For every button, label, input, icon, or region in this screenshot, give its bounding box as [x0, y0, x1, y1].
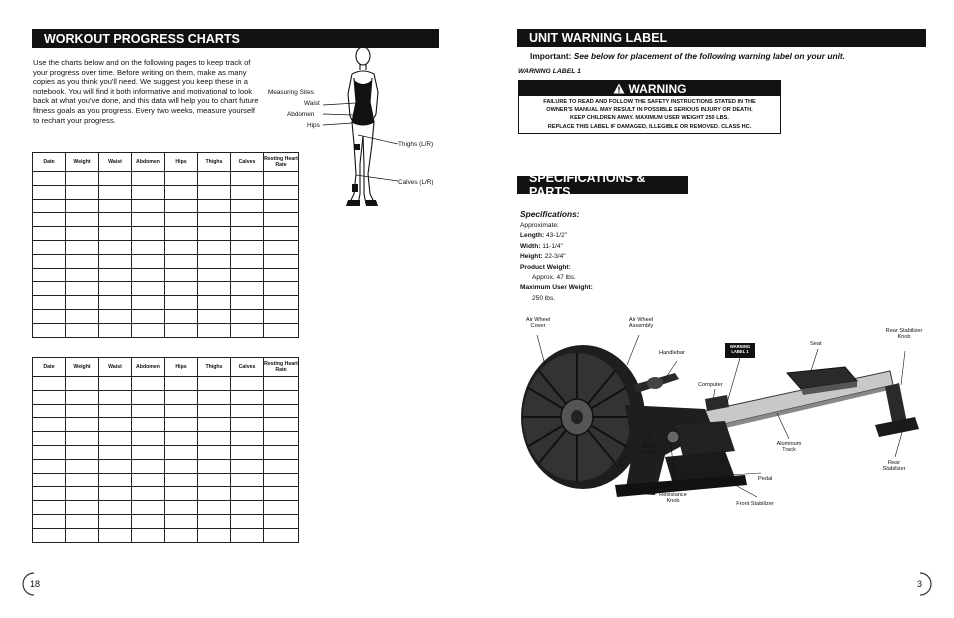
table-cell — [33, 213, 66, 227]
table-2-body — [33, 377, 299, 543]
table-row — [33, 473, 299, 487]
table-row — [33, 432, 299, 446]
warning-line: REPLACE THIS LABEL IF DAMAGED, ILLEGIBLE OR REMOVED. CLASS HC. — [547, 123, 752, 130]
spec-product-weight-value: Approx. 47 lbs. — [532, 274, 576, 282]
warning-text — [519, 96, 780, 133]
table-cell — [231, 459, 264, 473]
table-cell — [33, 199, 66, 213]
table-cell — [198, 172, 231, 186]
spec-height-label: Height: — [520, 253, 543, 261]
warning-label-tag: WARNING LABEL 1 — [729, 344, 751, 354]
important-note — [530, 51, 845, 61]
table-row — [33, 445, 299, 459]
table-cell — [198, 213, 231, 227]
table-cell — [264, 240, 299, 254]
label-measuring-sites: Measuring Sites — [268, 89, 314, 96]
table-row — [33, 501, 299, 515]
table-cell — [33, 487, 66, 501]
table-cell — [264, 514, 299, 528]
table-cell — [231, 404, 264, 418]
col-weight: Weight — [66, 153, 99, 172]
warning-heading: WARNING — [628, 81, 687, 96]
table-cell — [198, 282, 231, 296]
table-cell — [198, 268, 231, 282]
table-cell — [198, 528, 231, 542]
col-weight: Weight — [66, 358, 99, 377]
table-cell — [33, 309, 66, 323]
table-cell — [33, 445, 66, 459]
table-cell — [264, 528, 299, 542]
table-cell — [132, 282, 165, 296]
table-cell — [99, 528, 132, 542]
table-row — [33, 199, 299, 213]
table-cell — [231, 199, 264, 213]
spec-product-weight-label-text: Product Weight: — [520, 263, 571, 271]
table-cell — [132, 199, 165, 213]
table-cell — [231, 418, 264, 432]
table-cell — [66, 459, 99, 473]
table-row — [33, 254, 299, 268]
table-row — [33, 268, 299, 282]
part-computer: Computer — [698, 382, 723, 388]
specs-parts-title — [517, 171, 688, 199]
table-cell — [165, 199, 198, 213]
table-cell — [99, 227, 132, 241]
table-cell — [198, 185, 231, 199]
col-waist: Waist — [99, 153, 132, 172]
table-cell — [165, 377, 198, 391]
col-date: Date — [33, 153, 66, 172]
table-cell — [198, 296, 231, 310]
table-row — [33, 390, 299, 404]
intro-paragraph: Use the charts below and on the following pages to keep track of your progress over time. Before writing on them, make as many copies as you think you'll need. We suggest you keep these in a notebook. You will find it both informative and motivational to look back at what you've done, and this data will help you to chart future fitness goals as you progress. Every two weeks, measure yourself to rechart your progress. — [33, 58, 259, 125]
table-cell — [231, 309, 264, 323]
warning-line: KEEP CHILDREN AWAY. MAXIMUM USER WEIGHT 250 LBS. — [570, 115, 729, 122]
table-cell — [231, 254, 264, 268]
table-cell — [198, 390, 231, 404]
table-cell — [231, 487, 264, 501]
table-cell — [132, 501, 165, 515]
table-cell — [165, 528, 198, 542]
warning-triangle-icon — [613, 83, 625, 94]
table-cell — [231, 185, 264, 199]
label-hips: Hips — [307, 122, 320, 129]
table-cell — [99, 487, 132, 501]
table-cell — [99, 377, 132, 391]
table-cell — [198, 254, 231, 268]
table-cell — [132, 418, 165, 432]
table-cell — [264, 323, 299, 337]
table-cell — [33, 377, 66, 391]
part-aluminum-track: Aluminum Track — [776, 441, 802, 454]
table-cell — [198, 377, 231, 391]
table-cell — [198, 418, 231, 432]
table-cell — [99, 432, 132, 446]
table-cell — [231, 172, 264, 186]
table-cell — [99, 172, 132, 186]
label-waist: Waist — [304, 100, 320, 107]
table-cell — [264, 309, 299, 323]
part-main-frame: Main Frame — [640, 444, 658, 457]
warning-line: OWNER'S MANUAL MAY RESULT IN POSSIBLE SERIOUS INJURY OR DEATH. — [546, 107, 753, 114]
table-cell — [99, 459, 132, 473]
table-cell — [231, 390, 264, 404]
table-cell — [264, 473, 299, 487]
table-cell — [165, 501, 198, 515]
table-cell — [33, 323, 66, 337]
table-cell — [33, 227, 66, 241]
table-cell — [198, 487, 231, 501]
table-cell — [132, 172, 165, 186]
table-cell — [165, 487, 198, 501]
part-air-wheel-assembly: Air Wheel Assembly — [628, 317, 654, 330]
table-cell — [231, 227, 264, 241]
table-cell — [264, 377, 299, 391]
col-resting-heart-rate: Resting Heart Rate — [264, 358, 299, 377]
table-cell — [198, 309, 231, 323]
table-cell — [66, 254, 99, 268]
table-row — [33, 172, 299, 186]
table-cell — [33, 240, 66, 254]
table-row — [33, 213, 299, 227]
progress-table-2 — [32, 357, 299, 543]
table-cell — [33, 501, 66, 515]
table-cell — [99, 514, 132, 528]
table-cell — [264, 501, 299, 515]
table-cell — [165, 473, 198, 487]
table-row — [33, 309, 299, 323]
spec-max-user-label-text: Maximum User Weight: — [520, 284, 593, 292]
spec-max-user-value: 250 lbs. — [532, 294, 556, 302]
table-cell — [198, 199, 231, 213]
table-cell — [165, 432, 198, 446]
table-cell — [66, 213, 99, 227]
col-resting-heart-rate: Resting Heart Rate — [264, 153, 299, 172]
table-cell — [231, 514, 264, 528]
col-date: Date — [33, 358, 66, 377]
table-cell — [33, 432, 66, 446]
table-cell — [33, 459, 66, 473]
table-cell — [165, 172, 198, 186]
page-number-left: 18 — [30, 579, 41, 589]
table-cell — [132, 487, 165, 501]
warning-label-box — [518, 80, 781, 134]
table-cell — [264, 254, 299, 268]
table-cell — [165, 240, 198, 254]
col-abdomen: Abdomen — [132, 358, 165, 377]
table-cell — [264, 418, 299, 432]
table-cell — [198, 445, 231, 459]
table-cell — [264, 172, 299, 186]
table-cell — [33, 282, 66, 296]
table-cell — [33, 296, 66, 310]
table-cell — [264, 432, 299, 446]
table-row — [33, 459, 299, 473]
table-cell — [66, 404, 99, 418]
table-cell — [132, 445, 165, 459]
col-hips: Hips — [165, 153, 198, 172]
table-cell — [231, 240, 264, 254]
table-cell — [264, 390, 299, 404]
spec-height — [520, 252, 593, 262]
table-cell — [231, 501, 264, 515]
table-cell — [264, 213, 299, 227]
warning-label-caption: WARNING LABEL 1 — [518, 68, 581, 75]
important-text: See below for placement of the following warning label on your unit. — [573, 51, 846, 61]
table-cell — [198, 501, 231, 515]
table-header-row — [33, 358, 299, 377]
spec-approximate: Approximate: — [520, 222, 559, 229]
table-cell — [198, 473, 231, 487]
table-cell — [264, 445, 299, 459]
table-cell — [198, 404, 231, 418]
table-cell — [264, 185, 299, 199]
table-cell — [165, 227, 198, 241]
table-cell — [231, 323, 264, 337]
table-cell — [66, 418, 99, 432]
table-row — [33, 377, 299, 391]
spec-height-value: 22-3/4" — [544, 253, 566, 261]
table-cell — [198, 432, 231, 446]
progress-table-1 — [32, 152, 299, 338]
table-cell — [231, 432, 264, 446]
table-cell — [132, 528, 165, 542]
table-cell — [132, 514, 165, 528]
spec-length-label: Length: — [520, 232, 545, 240]
spec-product-weight-label — [520, 263, 593, 273]
table-cell — [33, 390, 66, 404]
table-cell — [264, 487, 299, 501]
table-row — [33, 227, 299, 241]
table-cell — [198, 514, 231, 528]
unit-warning-title — [517, 29, 926, 47]
table-cell — [198, 323, 231, 337]
table-cell — [66, 268, 99, 282]
table-cell — [165, 309, 198, 323]
specs-list — [520, 221, 593, 304]
spec-width-value: 11-1/4" — [542, 242, 563, 250]
table-cell — [165, 268, 198, 282]
table-cell — [165, 390, 198, 404]
table-cell — [132, 473, 165, 487]
table-cell — [264, 227, 299, 241]
table-cell — [231, 473, 264, 487]
table-cell — [165, 404, 198, 418]
table-cell — [33, 172, 66, 186]
table-row — [33, 185, 299, 199]
part-handlebar: Handlebar — [659, 350, 685, 356]
table-cell — [66, 432, 99, 446]
part-pedal: Pedal — [758, 476, 773, 482]
table-cell — [132, 254, 165, 268]
col-thighs: Thighs — [198, 358, 231, 377]
table-cell — [66, 227, 99, 241]
table-cell — [66, 323, 99, 337]
table-row — [33, 404, 299, 418]
part-front-stabilizer: Front Stabilizer — [736, 501, 774, 507]
table-cell — [66, 296, 99, 310]
table-header-row — [33, 153, 299, 172]
part-seat: Seat — [810, 341, 822, 347]
table-cell — [99, 404, 132, 418]
col-abdomen: Abdomen — [132, 153, 165, 172]
part-resistance-knob: Resistance Knob — [659, 492, 687, 505]
table-cell — [165, 213, 198, 227]
table-cell — [231, 296, 264, 310]
table-cell — [99, 390, 132, 404]
table-cell — [264, 282, 299, 296]
table-cell — [33, 404, 66, 418]
table-cell — [66, 172, 99, 186]
table-cell — [66, 445, 99, 459]
specs-heading: Specifications: — [520, 209, 580, 219]
table-cell — [165, 185, 198, 199]
part-rear-stabilizer-knob: Rear Stabilizer Knob — [885, 328, 923, 341]
table-cell — [231, 213, 264, 227]
spec-length — [520, 231, 593, 241]
table-cell — [132, 390, 165, 404]
table-cell — [99, 254, 132, 268]
part-chain: Chain — [610, 463, 625, 469]
table-cell — [132, 213, 165, 227]
table-cell — [165, 296, 198, 310]
table-cell — [165, 514, 198, 528]
table-cell — [33, 418, 66, 432]
table-cell — [66, 514, 99, 528]
table-cell — [132, 185, 165, 199]
table-row — [33, 528, 299, 542]
table-cell — [99, 240, 132, 254]
table-cell — [132, 309, 165, 323]
table-cell — [99, 418, 132, 432]
col-thighs: Thighs — [198, 153, 231, 172]
workout-progress-title-text: WORKOUT PROGRESS CHARTS — [44, 31, 240, 46]
table-cell — [99, 296, 132, 310]
spec-length-value: 43-1/2" — [546, 232, 568, 240]
spec-width — [520, 242, 593, 252]
page-number-right: 3 — [917, 579, 923, 589]
table-cell — [99, 323, 132, 337]
label-thighs: Thighs (L/R) — [398, 141, 434, 148]
table-cell — [132, 404, 165, 418]
table-cell — [66, 377, 99, 391]
table-cell — [66, 309, 99, 323]
table-row — [33, 296, 299, 310]
important-label: Important: — [530, 51, 572, 61]
table-cell — [132, 227, 165, 241]
table-row — [33, 418, 299, 432]
unit-warning-title-text: UNIT WARNING LABEL — [529, 31, 668, 45]
table-row — [33, 514, 299, 528]
table-cell — [66, 282, 99, 296]
spec-width-label: Width: — [520, 242, 541, 250]
table-row — [33, 240, 299, 254]
table-cell — [231, 282, 264, 296]
table-cell — [264, 199, 299, 213]
table-cell — [33, 185, 66, 199]
table-cell — [33, 528, 66, 542]
table-cell — [66, 240, 99, 254]
table-cell — [132, 459, 165, 473]
table-cell — [132, 323, 165, 337]
table-cell — [165, 418, 198, 432]
warning-line: FAILURE TO READ AND FOLLOW THE SAFETY INSTRUCTIONS STATED IN THE — [543, 99, 756, 105]
table-cell — [165, 459, 198, 473]
table-cell — [231, 528, 264, 542]
table-cell — [99, 185, 132, 199]
label-calves: Calves (L/R) — [398, 179, 434, 186]
warning-header — [519, 81, 780, 96]
table-cell — [66, 487, 99, 501]
table-cell — [165, 323, 198, 337]
part-rear-stabilizer: Rear Stabilizer — [882, 460, 906, 473]
table-cell — [99, 213, 132, 227]
table-cell — [66, 185, 99, 199]
table-cell — [198, 227, 231, 241]
table-row — [33, 487, 299, 501]
table-cell — [66, 199, 99, 213]
table-cell — [231, 445, 264, 459]
table-cell — [132, 377, 165, 391]
table-cell — [264, 404, 299, 418]
table-cell — [33, 514, 66, 528]
table-cell — [99, 199, 132, 213]
table-cell — [264, 459, 299, 473]
table-row — [33, 282, 299, 296]
table-cell — [66, 390, 99, 404]
rowing-machine-illustration — [515, 325, 930, 515]
table-cell — [132, 432, 165, 446]
spec-max-user-label — [520, 283, 593, 293]
table-cell — [165, 282, 198, 296]
table-1-body — [33, 172, 299, 338]
specs-parts-title-text: SPECIFICATIONS & PARTS — [529, 171, 646, 199]
table-cell — [33, 254, 66, 268]
table-cell — [66, 528, 99, 542]
col-hips: Hips — [165, 358, 198, 377]
table-cell — [99, 501, 132, 515]
table-cell — [99, 473, 132, 487]
table-cell — [264, 296, 299, 310]
table-cell — [99, 268, 132, 282]
col-waist: Waist — [99, 358, 132, 377]
part-air-wheel-cover: Air Wheel Cover — [525, 317, 551, 330]
table-cell — [33, 268, 66, 282]
table-cell — [165, 254, 198, 268]
col-calves: Calves — [231, 358, 264, 377]
table-cell — [33, 473, 66, 487]
table-cell — [264, 268, 299, 282]
table-cell — [132, 296, 165, 310]
table-cell — [66, 473, 99, 487]
table-cell — [132, 240, 165, 254]
table-cell — [198, 240, 231, 254]
table-cell — [132, 268, 165, 282]
table-cell — [99, 309, 132, 323]
table-cell — [231, 377, 264, 391]
table-cell — [66, 501, 99, 515]
measurement-leader-lines — [320, 95, 400, 190]
table-cell — [231, 268, 264, 282]
table-row — [33, 323, 299, 337]
col-calves: Calves — [231, 153, 264, 172]
table-cell — [99, 445, 132, 459]
table-cell — [165, 445, 198, 459]
table-cell — [198, 459, 231, 473]
table-cell — [99, 282, 132, 296]
label-abdomen: Abdomen — [287, 111, 315, 118]
